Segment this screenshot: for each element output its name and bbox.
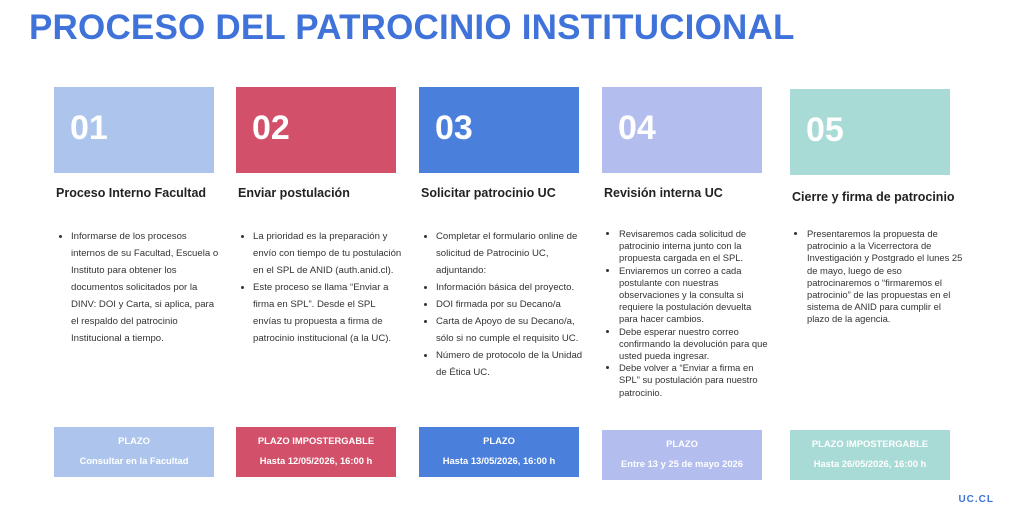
deadline-label: PLAZO IMPOSTERGABLE [811,438,929,449]
step-number-box [790,89,950,175]
deadline-label: PLAZO [666,438,698,449]
list-item: • Revisaremos cada solicitud de patrocinio interna junto con la propuesta cargada en el SPL. [619,228,769,265]
step-bullet-list [421,228,588,381]
step-number-box [54,87,214,173]
deadline-value: Entre 13 y 25 de mayo 2026 [621,458,743,469]
deadline-value: Hasta 12/05/2026, 16:00 h [259,455,373,466]
list-item: • Informarse de los procesos internos de su Facultad, Escuela o Instituto para obtener los documentos solicitados por la DINV: DOI y Carta, si aplica, para el respaldo del patrocinio Institucional a tiempo. [71,228,219,347]
step-number: 03 [435,109,473,147]
step-bullet-list [238,228,405,347]
deadline-value: Hasta 13/05/2026, 16:00 h [442,455,556,466]
list-item: • Debe volver a “Enviar a firma en SPL” su postulación para nuestro patrocinio. [619,362,769,399]
step-number-box [419,87,579,173]
list-item: • Completar el formulario online de solicitud de Patrocinio UC, adjuntando: [436,228,588,279]
deadline-box [602,430,762,480]
deadline-box [419,427,579,477]
step-number-box [236,87,396,173]
step-number: 05 [806,111,844,149]
list-item: • La prioridad es la preparación y envío con tiempo de tu postulación en el SPL de ANID (auth.anid.cl). [253,228,405,279]
list-item: • Número de protocolo de la Unidad de Ética UC. [436,347,588,381]
step-number: 04 [618,109,656,147]
step-number-box [602,87,762,173]
list-item: • Carta de Apoyo de su Decano/a, sólo si no cumple el requisito UC. [436,313,588,347]
footer-logo-text[interactable]: UC.CL [958,494,994,505]
deadline-label: PLAZO [118,435,150,446]
list-item: • DOI firmada por su Decano/a [436,296,588,313]
list-item: • Debe esperar nuestro correo confirmando la devolución para que usted pueda ingresar. [619,326,769,363]
step-bullet-list [792,228,963,326]
step-title: Proceso Interno Facultad [56,186,207,200]
step-title: Cierre y firma de patrocinio [792,190,955,204]
page-title: PROCESO DEL PATROCINIO INSTITUCIONAL [29,8,795,47]
list-item: • Enviaremos un correo a cada postulante con nuestras observaciones y la consulta si requiere la postulación devuelta para hacer cambios. [619,265,769,326]
step-title: Enviar postulación [238,186,350,200]
list-item: • Este proceso se llama “Enviar a firma en SPL”. Desde el SPL envías tu propuesta a firma de patrocinio institucional (a la UC). [253,279,405,347]
step-number: 01 [70,109,108,147]
deadline-box [790,430,950,480]
step-number: 02 [252,109,290,147]
deadline-value: Consultar en la Facultad [79,455,189,466]
deadline-label: PLAZO [483,435,515,446]
deadline-label: PLAZO IMPOSTERGABLE [257,435,375,446]
list-item: • Presentaremos la propuesta de patrocinio a la Vicerrectora de Investigación y Postgrado el lunes 25 de mayo, luego de eso patrocinaremos o “firmaremos el patrocinio” de las propuestas en el sistema de ANID para cumplir el plazo de la agencia. [807,228,963,326]
deadline-value: Hasta 26/05/2026, 16:00 h [813,458,927,469]
deadline-box [54,427,214,477]
step-title: Revisión interna UC [604,186,723,200]
deadline-box [236,427,396,477]
step-bullet-list [56,228,219,347]
step-title: Solicitar patrocinio UC [421,186,556,200]
step-bullet-list [604,228,769,399]
list-item: • Información básica del proyecto. [436,279,588,296]
